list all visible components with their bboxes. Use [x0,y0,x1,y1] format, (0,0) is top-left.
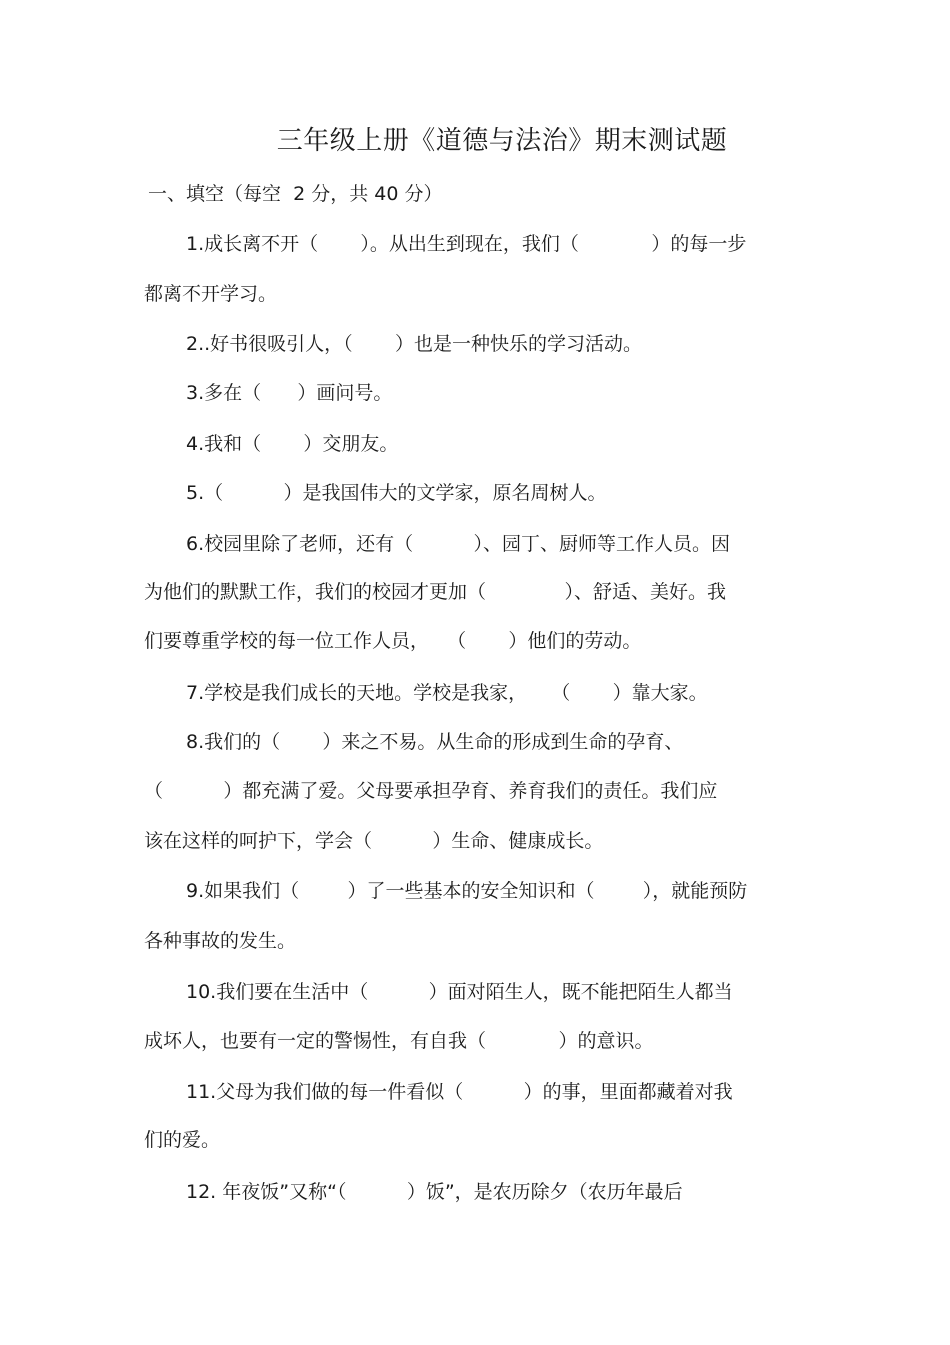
question-line: 都离不开学习。 [144,283,278,305]
question-line: 12. 年夜饭”又称“（ ）饭”，是农历除夕（农历年最后 [186,1181,683,1203]
question-line: 该在这样的呵护下，学会（ ）生命、健康成长。 [144,830,604,852]
question-line: 6.校园里除了老师，还有（ ）、园丁、厨师等工作人员。因 [186,533,731,555]
page-title: 三年级上册《道德与法治》期末测试题 [276,126,728,156]
question-line: 8.我们的（ ）来之不易。从生命的形成到生命的孕育、 [186,731,684,753]
question-line: 11.父母为我们做的每一件看似（ ）的事，里面都藏着对我 [186,1081,733,1103]
question-line: 各种事故的发生。 [144,930,297,952]
question-line: 成坏人，也要有一定的警惕性，有自我（ ）的意识。 [144,1030,654,1052]
question-line: 为他们的默默工作，我们的校园才更加（ ）、舒适、美好。我 [144,581,727,603]
question-line: 9.如果我们（ ）了一些基本的安全知识和（ ），就能预防 [186,880,748,902]
section-heading: 一、填空（每空 2 分，共 40 分） [148,183,443,205]
question-line: 4.我和（ ）交朋友。 [186,433,399,455]
question-line: 们的爱。 [144,1129,221,1151]
question-line: （ ）都充满了爱。父母要承担孕育、养育我们的责任。我们应 [144,780,718,802]
question-line: 7.学校是我们成长的天地。学校是我家， （ ）靠大家。 [186,682,708,704]
question-line: 3.多在（ ）画问号。 [186,382,393,404]
question-line: 1.成长离不开（ ）。从出生到现在，我们（ ）的每一步 [186,233,747,255]
question-line: 5.（ ）是我国伟大的文学家，原名周树人。 [186,482,607,504]
question-line: 2..好书很吸引人，（ ）也是一种快乐的学习活动。 [186,333,642,355]
question-line: 10.我们要在生活中（ ）面对陌生人，既不能把陌生人都当 [186,981,733,1003]
question-line: 们要尊重学校的每一位工作人员， （ ）他们的劳动。 [144,630,642,652]
